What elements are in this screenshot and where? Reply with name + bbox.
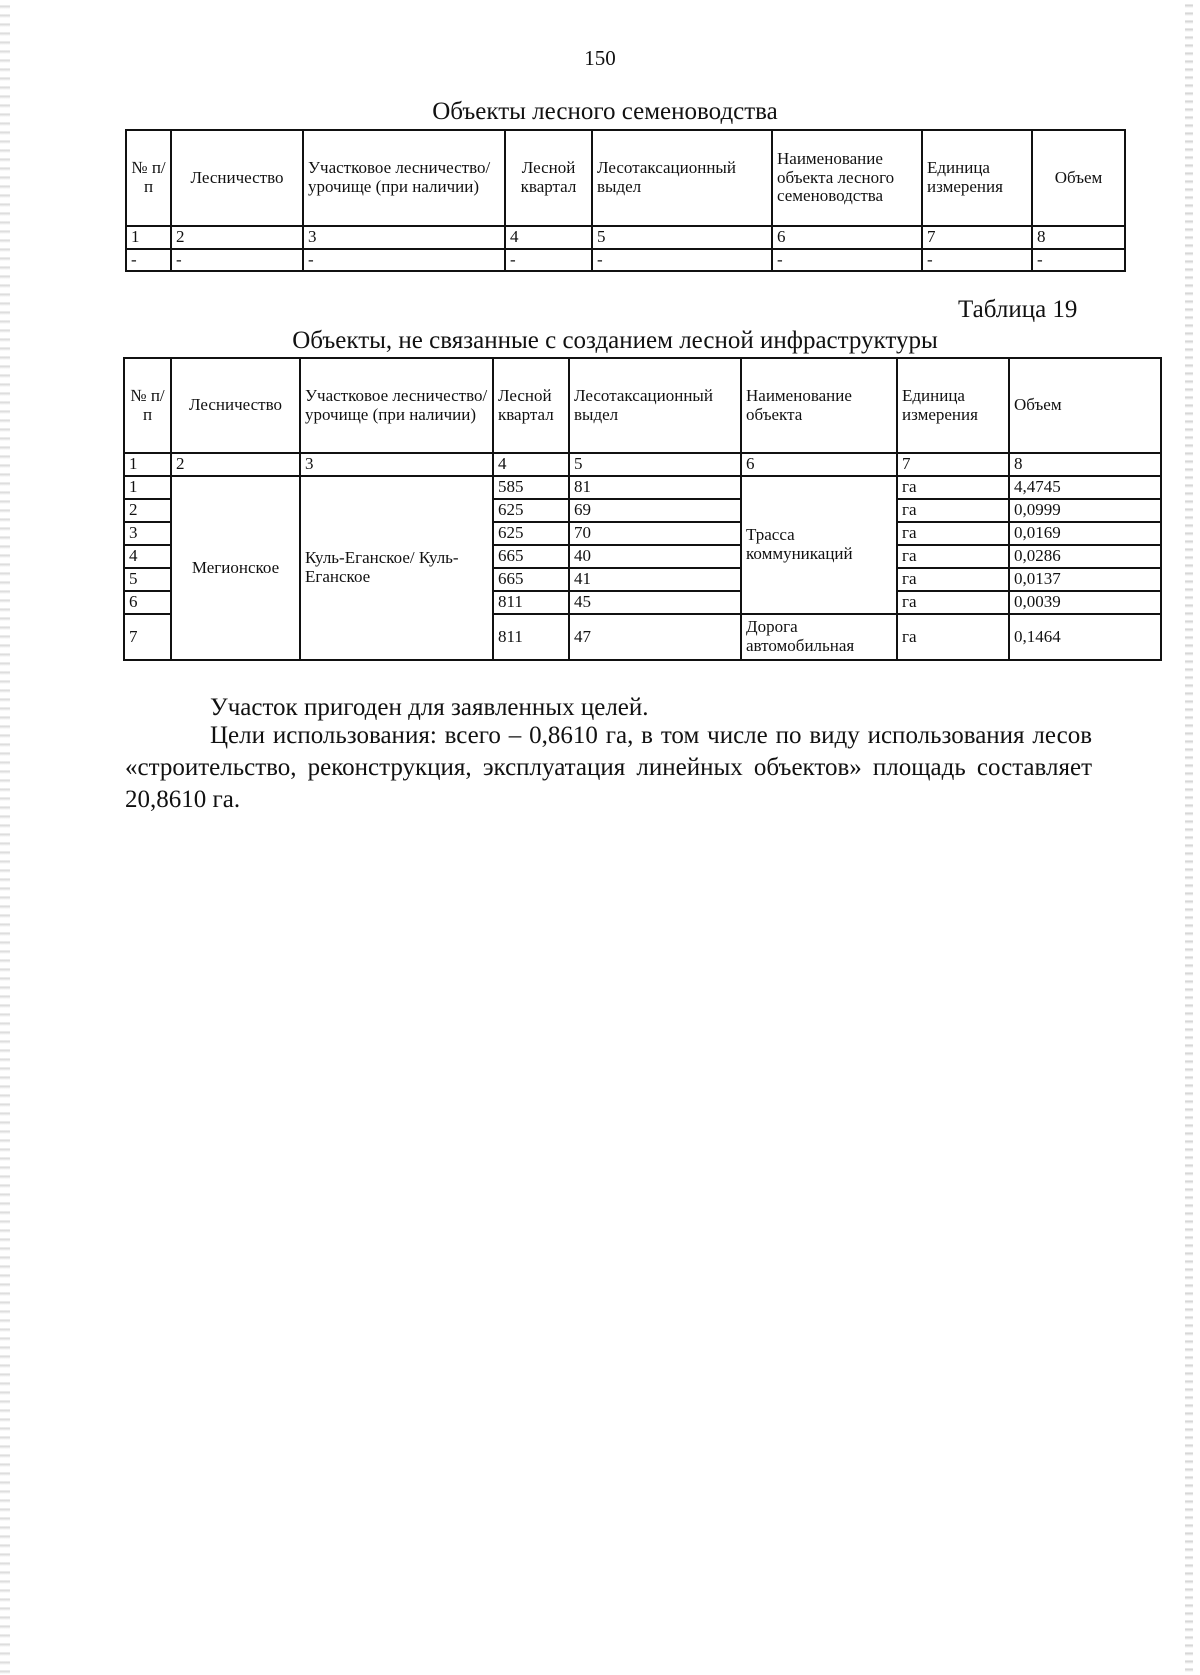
volume-cell: 0,0286 — [1009, 545, 1161, 568]
table2-col-number: 8 — [1009, 453, 1161, 476]
unit-cell: га — [897, 499, 1009, 522]
table-row — [124, 476, 1161, 499]
table1-col-number: 5 — [592, 226, 772, 249]
table1-cell: - — [922, 249, 1032, 272]
table1-cell: - — [592, 249, 772, 272]
volume-cell: 0,0999 — [1009, 499, 1161, 522]
table1-cell: - — [171, 249, 303, 272]
table1-col-number: 6 — [772, 226, 922, 249]
table2-header-cell: Лесничество — [171, 358, 300, 453]
volume-cell: 0,0039 — [1009, 591, 1161, 614]
unit-cell: га — [897, 545, 1009, 568]
table2-title: Объекты, не связанные с созданием лесной инфраструктуры — [292, 327, 938, 354]
kvartal-cell: 811 — [493, 614, 569, 660]
table1-col-number: 2 — [171, 226, 303, 249]
volume-cell: 0,0137 — [1009, 568, 1161, 591]
scan-edge-left — [0, 0, 10, 1675]
table1-header-cell: Объем — [1032, 130, 1125, 226]
table1-col-number: 8 — [1032, 226, 1125, 249]
table1-cell: - — [126, 249, 171, 272]
table2-non-infrastructure-objects — [123, 357, 1162, 661]
table2-header-cell: Единица измерения — [897, 358, 1009, 453]
table2-col-number: 1 — [124, 453, 171, 476]
table1-header-row — [126, 130, 1125, 226]
table2-column-numbers-row — [124, 453, 1161, 476]
table1-header-cell: Единица измерения — [922, 130, 1032, 226]
row-number-cell: 4 — [124, 545, 171, 568]
volume-cell: 0,0169 — [1009, 522, 1161, 545]
table1-seed-objects — [125, 129, 1126, 272]
unit-cell: га — [897, 522, 1009, 545]
table1-header-cell: Участковое лесничество/урочище (при наличии) — [303, 130, 505, 226]
table2-header-cell: Участковое лесничество/урочище (при наличии) — [300, 358, 493, 453]
table2-header-cell: Лесотаксационный выдел — [569, 358, 741, 453]
kvartal-cell: 811 — [493, 591, 569, 614]
vydel-cell: 41 — [569, 568, 741, 591]
table2-header-cell: № п/п — [124, 358, 171, 453]
unit-cell: га — [897, 568, 1009, 591]
kvartal-cell: 625 — [493, 522, 569, 545]
table1-cell: - — [303, 249, 505, 272]
table-row — [126, 249, 1125, 272]
paragraph-suitability: Участок пригоден для заявленных целей. — [210, 694, 649, 721]
kvartal-cell: 665 — [493, 545, 569, 568]
table2-col-number: 7 — [897, 453, 1009, 476]
table1-cell: - — [772, 249, 922, 272]
table1-header-cell: Наименование объекта лесного семеноводства — [772, 130, 922, 226]
unit-cell: га — [897, 614, 1009, 660]
table2-header-row — [124, 358, 1161, 453]
volume-cell: 0,1464 — [1009, 614, 1161, 660]
table1-header-cell: № п/п — [126, 130, 171, 226]
table2-header-cell: Наименование объекта — [741, 358, 897, 453]
table1-col-number: 7 — [922, 226, 1032, 249]
row-number-cell: 6 — [124, 591, 171, 614]
district-cell: Куль-Еганское/ Куль-Еганское — [300, 476, 493, 660]
row-number-cell: 3 — [124, 522, 171, 545]
row-number-cell: 1 — [124, 476, 171, 499]
page-number: 150 — [584, 46, 616, 70]
row-number-cell: 2 — [124, 499, 171, 522]
table1-cell: - — [505, 249, 592, 272]
scan-edge-right — [1185, 0, 1193, 1675]
table1-col-number: 4 — [505, 226, 592, 249]
vydel-cell: 45 — [569, 591, 741, 614]
table2-caption: Таблица 19 — [958, 296, 1078, 323]
table1-cell: - — [1032, 249, 1125, 272]
table2-col-number: 6 — [741, 453, 897, 476]
row-number-cell: 5 — [124, 568, 171, 591]
kvartal-cell: 665 — [493, 568, 569, 591]
volume-cell: 4,4745 — [1009, 476, 1161, 499]
table2-col-number: 5 — [569, 453, 741, 476]
kvartal-cell: 625 — [493, 499, 569, 522]
table2-col-number: 4 — [493, 453, 569, 476]
vydel-cell: 81 — [569, 476, 741, 499]
paragraph-usage-purposes: Цели использования: всего – 0,8610 га, в том числе по виду использования лесов «строительство, реконструкция, эксплуатация линейных объектов» площадь составляет 20,8610 га. — [125, 722, 1092, 813]
table1-header-cell: Лесной квартал — [505, 130, 592, 226]
vydel-cell: 40 — [569, 545, 741, 568]
table1-column-numbers-row — [126, 226, 1125, 249]
table1-header-cell: Лесотаксационный выдел — [592, 130, 772, 226]
table2-col-number: 2 — [171, 453, 300, 476]
table2-col-number: 3 — [300, 453, 493, 476]
vydel-cell: 70 — [569, 522, 741, 545]
table1-col-number: 1 — [126, 226, 171, 249]
table1-col-number: 3 — [303, 226, 505, 249]
unit-cell: га — [897, 476, 1009, 499]
table1-title: Объекты лесного семеноводства — [432, 98, 778, 125]
vydel-cell: 69 — [569, 499, 741, 522]
forestry-cell: Мегионское — [171, 476, 300, 660]
row-number-cell: 7 — [124, 614, 171, 660]
table2-header-cell: Лесной квартал — [493, 358, 569, 453]
object-name-cell: Дорога автомобильная — [741, 614, 897, 660]
vydel-cell: 47 — [569, 614, 741, 660]
object-name-cell: Трасса коммуникаций — [741, 476, 897, 614]
unit-cell: га — [897, 591, 1009, 614]
table2-header-cell: Объем — [1009, 358, 1161, 453]
kvartal-cell: 585 — [493, 476, 569, 499]
table1-header-cell: Лесничество — [171, 130, 303, 226]
